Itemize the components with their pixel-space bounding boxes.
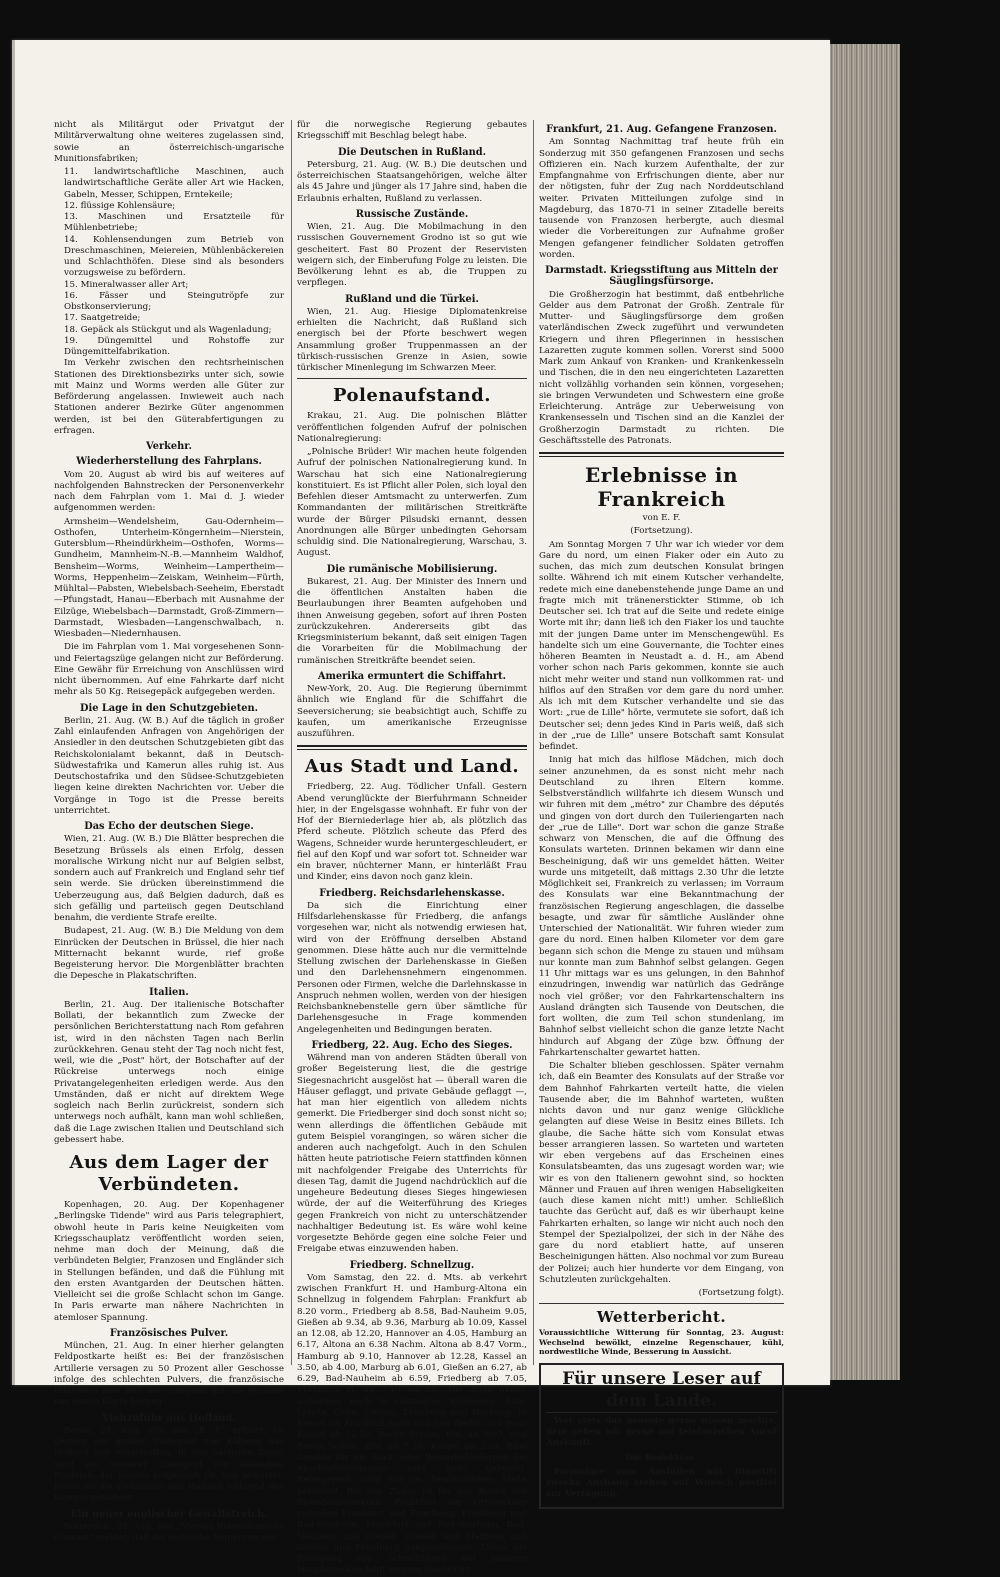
paragraph: Berlin, 21. Aug. Der italienische Botschafter Bollati, der bekanntlich zum Zwecke der persönlichen Berichterstattung nach Rom gefahren ist, wird in den nächsten Tagen nach Berlin zurückkehren. Genau steht der Tag noch nicht fest, weil, wie die „Post" hört, der Botschafter auf der Rückreise unterwegs noch einige Privatangelegenheiten erledigen werde. Aus den Umständen, daß er nicht auf direktem Wege sogleich nach Berlin zurückreist, sondern sich unterwegs noch aufhält, kann man wohl schließen, daß die Lage zwischen Italien und Deutschland sich gebessert habe. — [54, 999, 284, 1145]
paragraph: Da sich die Einrichtung einer Hilfsdarlehenskasse für Friedberg, die anfangs vorgesehen war, nicht als notwendig erwiesen hat, wird von der Eröffnung derselben Abstand genommen. Diese hätte auch nur die vermittelnde Stellung zwischen der Darlehenskasse in Gießen und den Darlehensnehmern eingenommen. Personen oder Firmen, welche die Darlehnskasse in Anspruch nehmen wollen, werden von der hiesigen Reichsbanknebenstelle gern über sämtliche für Darlehensgesuche in Frage kommenden Angelegenheiten und Bedingungen beraten. — [297, 900, 527, 1035]
paragraph: Wien, 21. Aug. (W. B.) Die Blätter besprechen die Besetzung Brüssels als einen Erfolg, dessen moralische Wirkung nicht nur auf Belgien selbst, sondern auch auf Frankreich und England sehr tief sein werde. Sie drücken übereinstimmend die Ueberzeugung aus, daß Belgien dadurch, daß es sich gefällig und parteiisch gegen Deutschland benahm, die verdiente Strafe ereilte. — [54, 834, 284, 923]
paragraph: New-York, 20. Aug. Die Regierung übernimmt ähnlich wie England für die Schiffahrt die Seeversicherung; sie beabsichtigt auch, Schiffe zu kaufen, um amerikanische Erzeugnisse auszuführen. — [297, 684, 527, 739]
section-heading: Amerika ermuntert die Schiffahrt. — [317, 670, 507, 682]
list-item: 12. flüssige Kohlensäure; — [64, 200, 176, 211]
paragraph: Im Verkehr zwischen den rechtsrheinischen Stationen des Direktionsbezirks unter sich, sowie mit Mainz und Worms werden alle Güter zur Beförderung angelassen. Inwieweit auch nach Stationen anderer Bezirke Güter angenommen werden, ist bei den Güterabfertigungen zu erfragen. — [54, 358, 284, 436]
list-item: 14. Kohlensendungen zum Betrieb von Dreschmaschinen, Meiereien, Mühlenbäckereien und Schlachthöfen. Diese sind als besonders vorzugsweise zu befördern. — [64, 234, 284, 279]
paragraph: Armsheim—Wendelsheim, Gau-Odernheim—Osthofen, Unterheim-Köngernheim—Nierstein, Gutersblum—Rheindürkheim—Osthofen, Worms—Gundheim, Mannheim-N.-B.—Mannheim Waldhof, Bensheim—Worms, Weinheim—Lampertheim—Worms, Heppenheim—Zeiskam, Weinheim—Fürth, Mühltal—Pabsten, Wiebelsbach-Seeheim, Eberstadt—Pfungstadt, Hanau—Eberbach mit Ausnahme der Eilzüge, Wiebelsbach—Darmstadt, Groß-Zimmern—Darmstadt, Wiesbaden—Langenschwalbach, n. Wiesbaden—Niedernhausen. — [54, 516, 284, 639]
notice-title: Für unsere Leser auf dem Lande. — [546, 1368, 777, 1413]
newspaper-page — [12, 40, 830, 1576]
paragraph: Die Schalter blieben geschlossen. Später vernahm ich, daß ein Beamter des Konsulats auf der Straße vor dem Bahnhof Fahrkarten verteilt hatte, die vielen Tausende aber, die im Bahnhof warteten, wußten nichts davon und nur ganz wenige Glückliche gelangten auf diese Weise in Besitz eines Billets. Ich glaube, die Sache hätte sich vom Konsulat etwas besser arrangieren lassen. So warteten und warteten wir eben vergebens auf das Erscheinen eines Konsulatsbeamten, das uns zugesagt worden war; wie wir es von den Italienern gewohnt sind, so hockten Männer und Frauen auf ihren wenigen Habseligkeiten (auch diese kamen nicht mit!) umher. Schließlich tauchte das Gerücht auf, daß es wir überhaupt keine Fahrkarten erhalten, so lange wir nicht auch noch den Stempel der Spezialpolizei, der sich in der Nähe des gare du nord etabliert hatte, auf unseren Bescheinigungen hätten. Also nochmal vor zum Bureau der Polizei; auch hier hunderte vor dem Eingang, von Schutzleuten zurückgehalten. — [539, 1061, 784, 1285]
section-heading: Viehzufuhr aus Holland. — [102, 1412, 236, 1424]
paragraph: nicht als Militärgut oder Privatgut der Militärverwaltung ohne weiteres zugelassen sind, sowie an österreichisch-ungarische Munitionsfabriken; — [54, 120, 284, 164]
list-item: 17. Saatgetreide; — [64, 313, 141, 324]
paragraph: Am Sonntag Nachmittag traf heute früh ein Sonderzug mit 350 gefangenen Franzosen und sechs Offizieren ein. Nach kurzem Aufenthalte, der zur Empfangnahme von Erfrischungen diente, aber nur der nötigsten, fuhr der Zug nach Norddeutschland weiter. Privaten Mitteilungen zufolge sind in Magdeburg, das 1870-71 in seiner Zitadelle bereits tausende von Franzosen herbergte, auch diesmal wieder die Vorbereitungen zur Aufnahme großer Mengen gefangener feindlicher Soldaten getroffen worden. — [539, 137, 784, 260]
section-heading: Die Lage in den Schutzgebieten. — [79, 702, 259, 714]
column-1 — [54, 120, 284, 1543]
paragraph: Vom 20. August ab wird bis auf weiteres auf nachfolgenden Bahnstrecken der Personenverkehr nach dem Fahrplan vom 1. Mai d. J. wieder aufgenommen werden: — [54, 469, 284, 514]
section-heading: Italien. — [149, 986, 189, 998]
separator — [539, 1303, 784, 1304]
paragraph: Berlin, 21. Aug. Wie das „B. T." erfährt, ist gestern ein großer Transport von Kälbern aus Holland hier eingetroffen. In den nächsten Tagen wird ein weiterer Transport von lebendem Rindvieh, der bereits aufgekauft ist, hier erwartet. Damit ist die Viehzufuhr aus Holland während des Krieges gesichert. — [54, 1425, 284, 1504]
list-item: 18. Gepäck als Stückgut und als Wagenladung; — [64, 324, 272, 335]
column-divider — [291, 120, 292, 1365]
feuilleton-title: Erlebnisse in Frankreich — [584, 463, 739, 511]
paragraph: Die im Fahrplan vom 1. Mai vorgesehenen Sonn- und Feiertagszüge gelangen nicht zur Beförderung. Eine Gewähr für Erreichung von Anschlüssen wird nicht übernommen. Auf eine Fahrkarte darf nicht mehr als 50 Kg. Reisegepäck aufgegeben werden. — [54, 642, 284, 698]
notice-text: Wer stets das neueste gerne wissen möchte, dem geben wir gerne auf telefonischen Anruf Auskunft. — [546, 1415, 777, 1449]
section-heading: Das Echo der deutschen Siege. — [84, 821, 254, 832]
weather-report: Voraussichtliche Witterung für Sonntag, 23. August: Wechselnd bewölkt, einzelne Regenschauer, kühl, nordwestliche Winde, Besserung in Aussicht. — [539, 1328, 784, 1357]
paragraph: Während man von anderen Städten überall von großer Begeisterung liest, die die gestrige Siegesnachricht ausgelöst hat — überall waren die Häuser geflaggt, und private Gebäude geflaggt —, hat man hier eigentlich von alledem nichts gemerkt. Die Friedberger sind doch sonst nicht so; wenn allerdings die öffentlichen Gebäude mit gutem Beispiel vorangingen, so wären sicher die anderen auch nachgefolgt. Auch in den Schulen hätten heute patriotische Feiern stattfinden können mit nachfolgender Freigabe des Unterrichts für diesen Tag, damit die Jugend nachdrücklich auf die ungeheure Bedeutung dieses Sieges hingewiesen würde, der auf die Weiterführung des Krieges gegen Frankreich von nicht zu unterschätzender nachhaltiger Bedeutung ist. Es wäre wohl keine vorgesetzte Behörde gegen eine solche Feier und Freigabe etwas einzuwenden haben. — [297, 1053, 527, 1255]
major-heading: Aus Stadt und Land. — [304, 756, 520, 778]
paragraph: Budapest, 21. Aug. (W. B.) Die Meldung von dem Einrücken der Deutschen in Brüssel, die hier nach Mitternacht bekannt wurde, rief große Begeisterung hervor. Die Morgenblätter brachten die Depesche in Plakatschriften. — [54, 926, 284, 982]
column-divider — [533, 120, 534, 1365]
column-3 — [539, 120, 784, 1500]
paragraph: Friedberg, 22. Aug. Tödlicher Unfall. Gestern Abend verunglückte der Bierfuhrmann Schneider hier, in der Engelsgasse wohnhaft. Er fuhr von der Hof der Bierniederlage hier ab, als plötzlich das Pferd scheute. Plötzlich scheute das Pferd des Wagens, Schneider wurde heruntergeschleudert, er fiel auf den Kopf und war sofort tot. Schneider war ein braver, nüchterner Mann, er hinterläßt Frau und Kinder, eins davon noch ganz klein. — [297, 782, 527, 883]
list-item: 13. Maschinen und Ersatzteile für Mühlenbetriebe; — [64, 212, 284, 234]
list-item: 15. Mineralwasser aller Art; — [64, 279, 189, 290]
section-heading: Verkehr. — [146, 441, 192, 452]
paragraph: Wien, 21. Aug. Die Mobilmachung in den russischen Gouvernement Grodno ist so gut wie gescheitert. Fast 80 Prozent der Reservisten weigern sich, der Einberufung Folge zu leisten. Die Bevölkerung lehnt es ab, die Truppen zu verpflegen. — [297, 222, 527, 289]
paragraph: Berlin, 21. Aug. (W. B.) Auf die täglich in großer Zahl einlaufenden Anfragen von Angehörigen der Ansiedler in den deutschen Schutzgebieten gibt das Reichskolonialamt bekannt, daß in Deutsch-Südwestafrika und Kamerun alles ruhig ist. Aus Deutschostafrika und den Südsee-Schutzgebieten liegen keine direkten Nachrichten vor. Ueber die Vorgänge in Togo ist die Presse bereits unterrichtet. — [54, 715, 284, 816]
section-heading: Russische Zustände. — [355, 208, 469, 220]
paragraph: Innig hat mich das hilflose Mädchen, mich doch seiner anzunehmen, da es sonst nicht mehr nach Deutschland zu ihren Eltern komme. Selbstverständlich willfahrte ich diesem Wunsch und wir fuhren mit dem „métro" zur Chambre des députés und gingen von dort durch den Tuileriengarten nach der „rue de Lille". Dort war schon die ganze Straße schwarz von Menschen, die auf die Öffnung des Konsulats warteten. Drinnen bekamen wir dann eine Bescheinigung, daß wir uns gemeldet hätten. Weiter wurde uns mitgeteilt, daß mittags 2.30 Uhr die letzte Möglichkeit sei, Frankreich zu verlassen; im Vorraum des Konsulats war eine Bekanntmachung der französischen Regierung angeschlagen, die dasselbe besagte, und zwar für sämtliche Ausländer ohne Unterschied der Nationalität. Wir fuhren wieder zum gare du nord. Einen halben Kilometer vor dem gare begann sich schon die Menge zu stauen und mühsam nur konnte man zum Bahnhof selbst gelangen. Gegen 11 Uhr mittags war es uns gelungen, in den Bahnhof einzudringen, inwendig war natürlich das Gedränge noch viel größer; vor den Fahrkartenschaltern ins Ausland drängten sich Tausende von Deutschen, die fort wollten, die zum Teil schon stundenlang, im Bahnhof selbst vielleicht schon die ganze letzte Nacht hindurch auf Abgang der Züge bzw. Öffnung der Fahrkartenschalter gewartet hatten. — [539, 755, 784, 1058]
major-heading: Aus dem Lager der Verbündeten. — [69, 1152, 269, 1195]
weather-heading: Wetterbericht. — [596, 1308, 727, 1327]
double-separator — [297, 745, 527, 750]
section-heading: Friedberg. Schnellzug. — [349, 1259, 475, 1271]
paragraph: „Polnische Brüder! Wir machen heute folgenden Aufruf der polnischen Nationalregierung kund. In Warschau hat sich eine Nationalregierung konstituiert. Es ist Pflicht aller Polen, sich loyal den Befehlen dieser Amtsmacht zu unterwerfen. Zum Kommandanten der militärischen Streitkräfte wurde der Bürger Pilsudski ernannt, dessen Anordnungen alle Bürger unbedingten Gehorsam schuldig sind. Die Nationalregierung, Warschau, 3. August. — [297, 447, 527, 559]
separator — [297, 378, 527, 379]
to-be-continued: (Fortsetzung folgt). — [698, 1288, 784, 1298]
notice-signature: Die Redaktion. — [625, 1452, 698, 1463]
column-2 — [297, 120, 527, 1576]
double-separator — [539, 452, 784, 457]
list-item: 19. Düngemittel und Rohstoffe zur Düngemittelfabrikation. — [64, 335, 284, 357]
continuation-note: (Fortsetzung). — [630, 526, 693, 537]
section-heading: Die rumänische Mobilisierung. — [326, 563, 498, 575]
paragraph: Petersburg, 21. Aug. (W. B.) Die deutschen und österreichischen Staatsangehörigen, welche älter als 45 Jahre und jünger als 17 Jahre sind, haben die Erlaubnis erhalten, Rußland zu verlassen. — [297, 159, 527, 204]
section-heading: Frankfurt, 21. Aug. Gefangene Franzosen. — [546, 124, 777, 135]
section-heading: Die Deutschen in Rußland. — [337, 146, 487, 158]
paragraph: Vom Samstag, den 22. d. Mts. ab verkehrt zwischen Frankfurt H. und Hamburg-Altona ein Schnellzug in folgendem Fahrplan: Frankfurt ab 8.20 vorm., Friedberg ab 8.58, Bad-Nauheim 9.05, Gießen ab 9.34, ab 9.36, Marburg ab 10.09, Kassel an 12.08, ab 12.20, Hannover an 4.05, Hamburg an 6.17, Altona an 6.38 Nachm. Altona ab 8.47 Vorm., Hamburg ab 9.10, Hannover ab 12.28, Kassel an 3.50, ab 4.00, Marburg ab 6.01, Gießen an 6.27, ab 6.29, Bad-Nauheim ab 6.59, Friedberg ab 7.05, Frankfurt H. an 7.40 Nachm. Die Züge halten außerdem noch in Göttingen, Kreiensen, Elze, Lehrte, Celle, Uelzen, Lüneburg und Harburg. In Kassel ist Anschluß nach und von Berlin und zwar Kassel ab 12.50, Berlin Schles. Bhf. an 9.07, und Berlin Schles. Bhf. ab 7.25, Kassel an 2.24. Eine Gewähr für die Rück- oder Weiterbeförderung bei Anschlußversäumnis wird nicht geleistet. Reisegepäck wird nur im beschränktem Maße befördert. Bei den Zügen ist für den Bezirk der Eisenbahndirektion Frankfurt der Ortsverkehr zwischen Frankfurt und Friedberg, Friedberg und Bad-Nauheim, Frankfurt und Bad-Nauheim, Bad-Nauheim und Gießen, Gießen und Marburg und Gießen und Friedberg ausgeschlossen. Ueber die Einlegung von Schnellzügen auf anderen Hauptstrecken folgt weitere Nachricht. — [297, 1272, 527, 1576]
section-heading: Wiederherstellung des Fahrplans. — [76, 456, 262, 468]
paragraph: Bukarest, 21. Aug. Der Minister des Innern und die öffentlichen Anstalten haben die Beurlaubungen ihrer Beamten aufgehoben und ihnen Anweisung gegeben, sofort auf ihren Posten zurückzukehren. Andererseits gibt das Kriegsministerium bekannt, daß seit einigen Tagen die Vorarbeiten für die Mobilmachung der rumänischen Streitkräfte beendet seien. — [297, 576, 527, 666]
list-item: 11. landwirtschaftliche Maschinen, auch landwirtschaftliche Geräte aller Art wie Hacken, Gabeln, Messer, Schippen, Erntekeile; — [64, 167, 284, 200]
author-line: von E. F. — [642, 513, 681, 523]
paragraph: Kopenhagen, 20. Aug. Der Kopenhagener „Berlingske Tidende" wird aus Paris telegraphiert, obwohl heute in Paris keine Neuigkeiten vom Kriegsschauplatz veröffentlicht worden seien, nehme man doch der Meinung, daß die verbündeten Belgier, Franzosen und Engländer sich in Stellungen befänden, und daß die Fühlung mit den ersten Avantgarden der Deutschen hätten. Vielleicht sei die große Schlacht schon im Gange. In Paris erwarte man nähere Nachrichten in atemloser Spannung. — [54, 1200, 284, 1323]
section-heading: Ein neuer englischer Gewaltstreich. — [70, 1508, 268, 1520]
paragraph: Rotterdam, 21. Aug. Der „Nieuwe Rotterdamsche Courant" meldet, daß die englische Regierung ein — [54, 1521, 284, 1543]
page-left-edge — [12, 40, 15, 1385]
section-heading: Rußland und die Türkei. — [345, 293, 479, 305]
reader-notice-box — [539, 1363, 784, 1509]
paragraph: Krakau, 21. Aug. Die polnischen Blätter veröffentlichen folgenden Aufruf der polnischen Nationalregierung: — [297, 411, 527, 444]
list-item: 16. Fässer und Steingutröpfe zur Obstkonservierung; — [64, 290, 284, 312]
section-heading: Französisches Pulver. — [109, 1327, 229, 1339]
notice-text: Formulare zum Ausfüllen mit Blaustift zwecks Aushang stehen auf Wunsch postfrei zur Verfügung. — [546, 1466, 777, 1500]
book-page-edges — [830, 44, 900, 1380]
major-heading: Polenaufstand. — [333, 385, 491, 407]
paragraph: Am Sonntag Morgen 7 Uhr war ich wieder vor dem Gare du nord, um einen Fiaker oder ein Auto zu suchen, das mich zum deutschen Konsulat bringen sollte. Während ich mit einem Kutscher verhandelte, redete mich eine danebenstehende junge Dame an und fragte mich mit tränenerstickter Stimme, ob ich Deutscher sei. Ich trat auf die Seite und redete einige Worte mit ihr; dann ließ ich den Fiaker los und tauchte mit der jungen Dame unter im Menschengewühl. Es handelte sich um eine Gouvernante, die Tochter eines höheren Beamten in Neustadt a. d. H., am Abend vorher schon nach Paris gekommen, konnte sie auch nicht mehr weiter und stand nun vollkommen rat- und hilflos auf den Straßen vor dem gare du nord umher. Als ich mit dem Kutscher verhandelte und sie das Wort: „rue de Lille" hörte, vermutete sie sofort, daß ich Deutscher sei; denn jedes Kind in Paris weiß, daß sich in der „rue de Lille" unsere Botschaft samt Konsulat befindet. — [539, 539, 784, 752]
section-heading: Friedberg, 22. Aug. Echo des Sieges. — [311, 1039, 513, 1051]
section-heading: Darmstadt. Kriegsstiftung aus Mitteln der Säuglingsfürsorge. — [545, 265, 778, 288]
paragraph: Die Großherzogin hat bestimmt, daß entbehrliche Gelder aus dem Patronat der Großh. Zentrale für Mutter- und Säuglingsfürsorge dem großen vaterländischen Zweck zugeführt und verwundeten Kriegern und ihren Pflegerinnen in hessischen Lazaretten zugute kommen sollen. Vorerst sind 5000 Mark zum Ankauf von Kranken- und Krankenkesseln und Tischen, die in den neu eingerichteten Lazaretten nicht vollzählig vorhanden sein können, vorgesehen; sie bringen Verwundeten und Schwestern eine große Erleichterung. Anträge zur Ueberweisung von Krankensesseln und Tischen sind an die Kanzlei der Großherzogin Darmstadt zu richten. Die Geschäftsstelle des Patronats. — [539, 289, 784, 446]
section-heading: Friedberg. Reichsdarlehenskasse. — [319, 887, 505, 899]
paragraph: für die norwegische Regierung gebautes Kriegsschiff mit Beschlag belegt habe. — [297, 120, 527, 142]
paragraph: München, 21. Aug. In einer hierher gelangten Feldpostkarte heißt es: Bei der französischen Artillerie versagen zu 50 Prozent aller Geschosse infolge des schlechten Pulvers, die französische Infanterie aber zielt hervorragend gut; sie versteht nur einige Köpfe hinweg. — [54, 1341, 284, 1408]
paragraph: Wien, 21. Aug. Hiesige Diplomatenkreise erhielten die Nachricht, daß Rußland sich energisch bei der Pforte beschwert wegen Ansammlung großer Truppenmassen an der türkisch-russischen Grenze in Asien, sowie türkischer Minenlegung im Schwarzen Meer. — [297, 306, 527, 373]
goods-list — [54, 167, 284, 358]
